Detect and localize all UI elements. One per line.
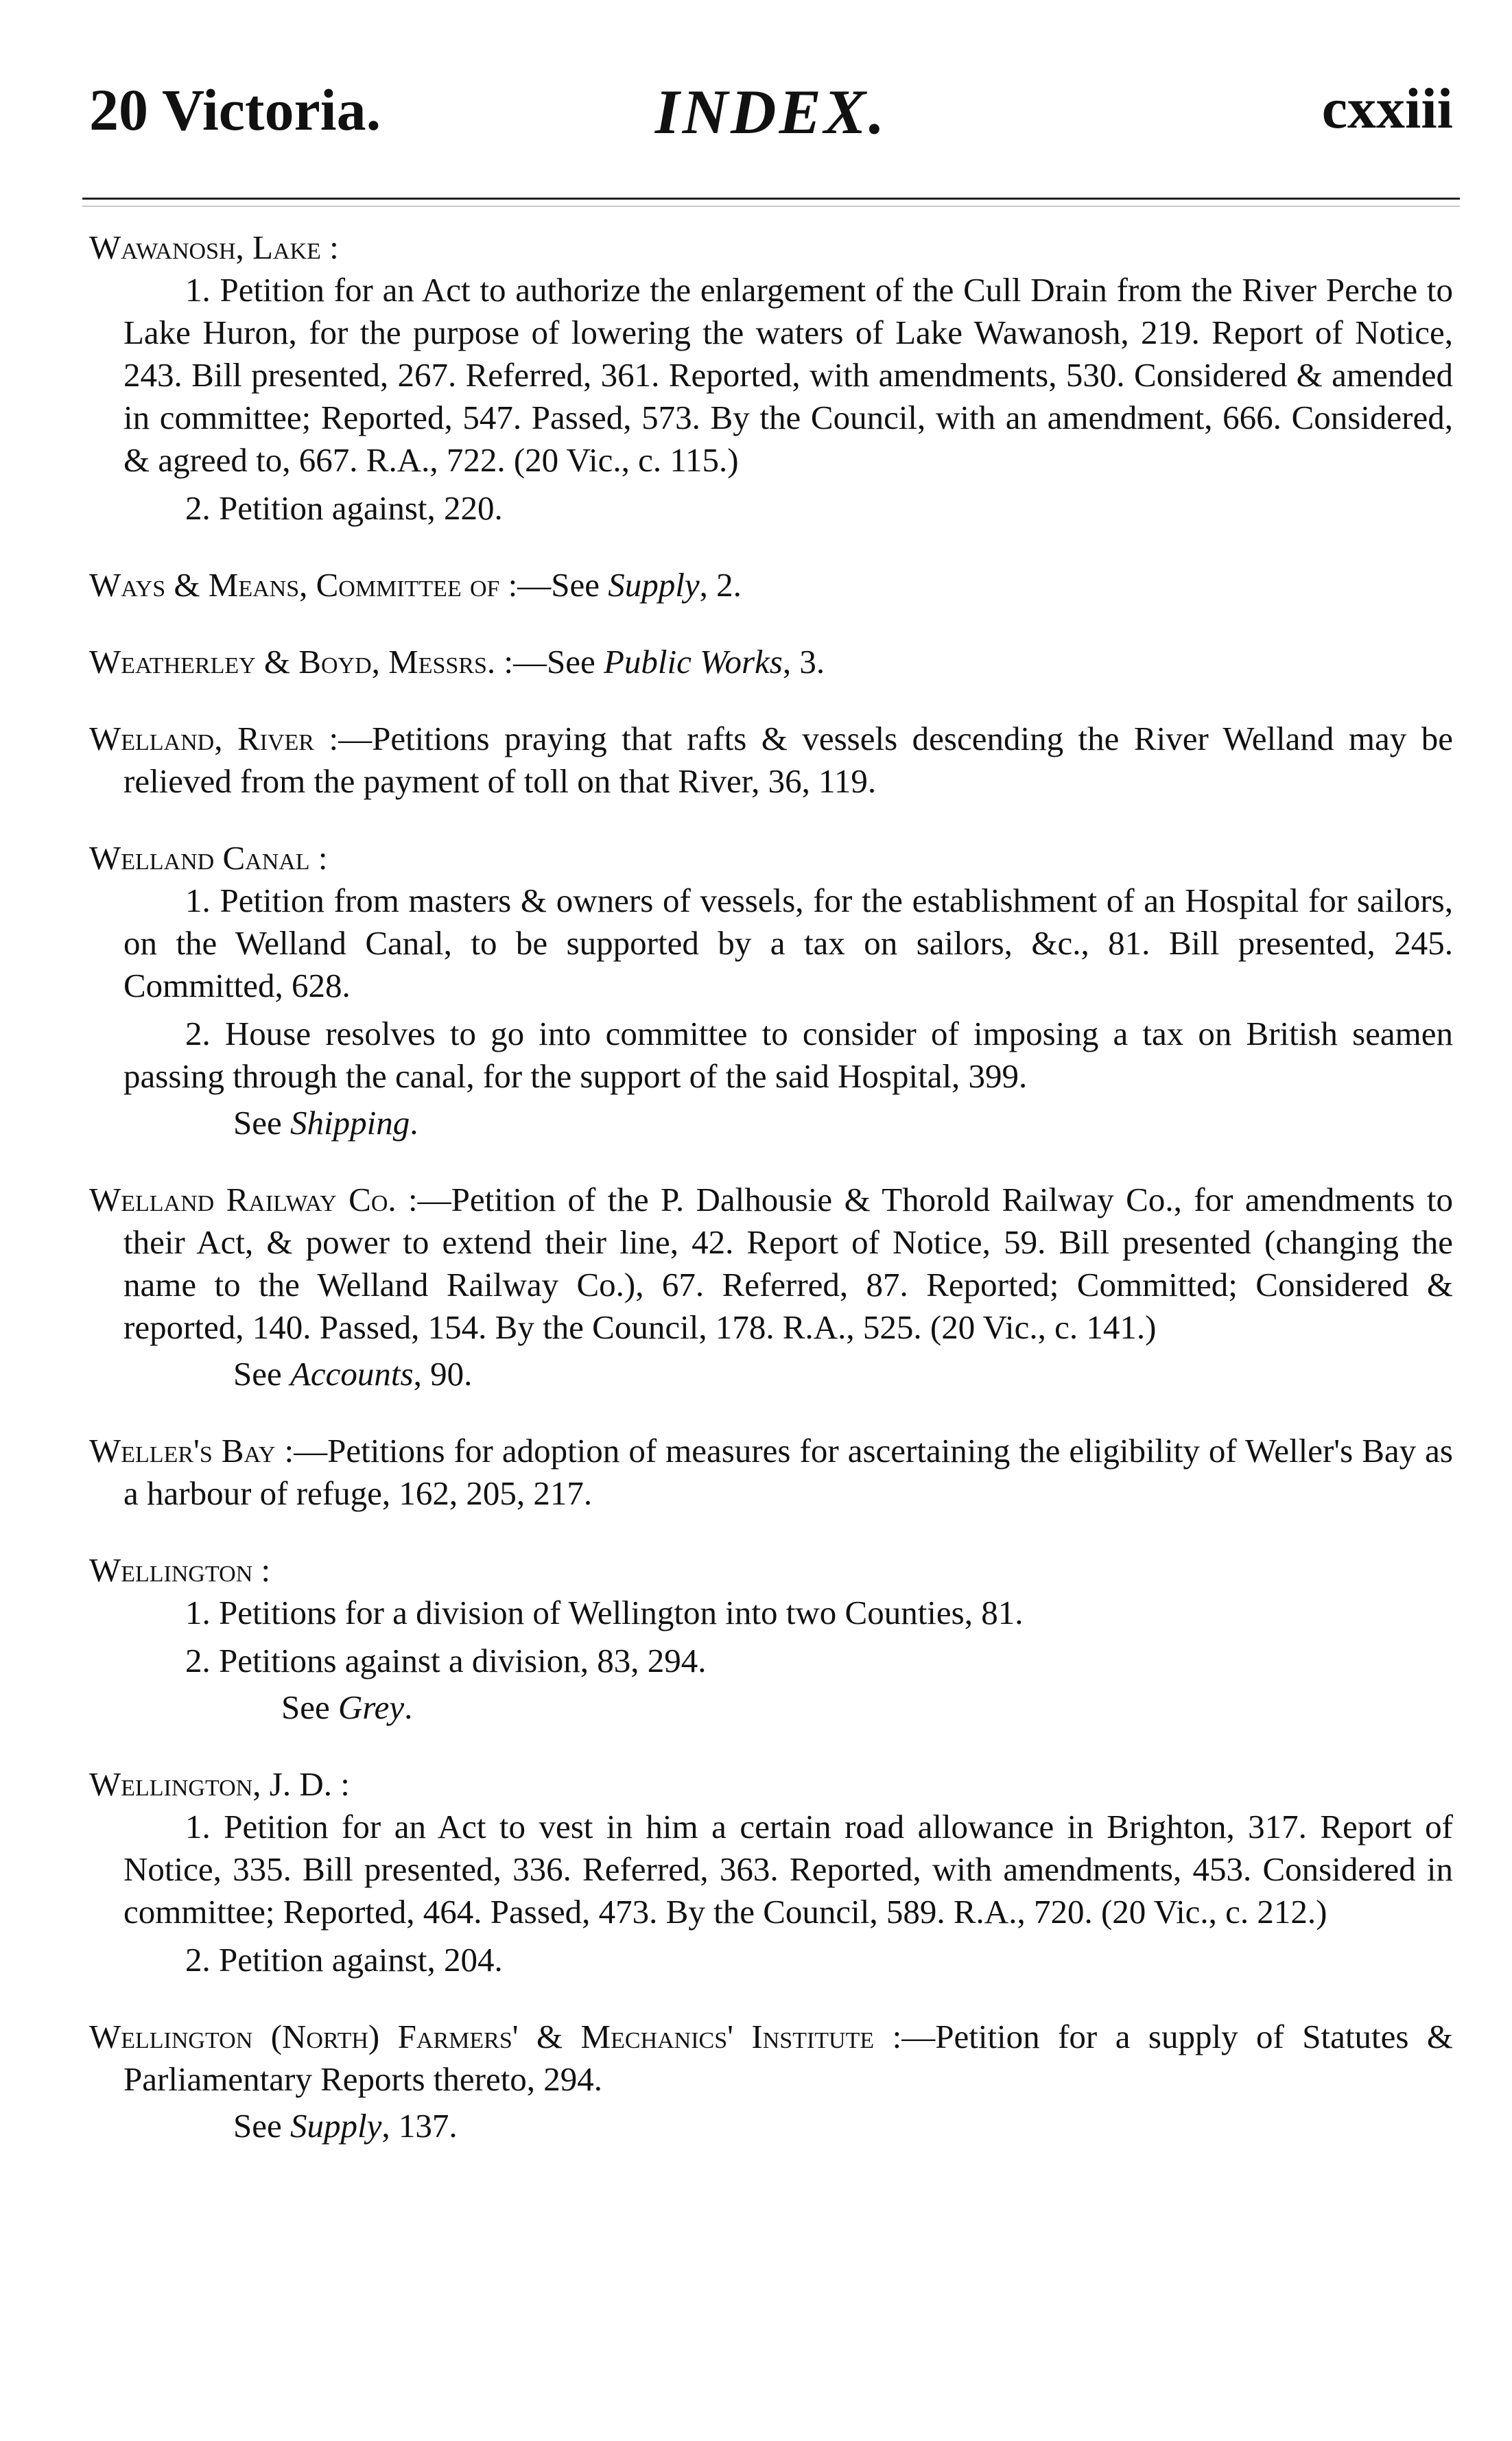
- entry-heading: Welland, River :: [89, 720, 339, 757]
- entry-item: 1. Petition from masters & owners of vessels, for the establishment of an Hospital for sailors, on the Welland Canal, to be supported by a tax on sailors, &c., 81. Bill presented, 245. Committed, 628.: [123, 882, 1453, 1004]
- see-label: See: [233, 2107, 290, 2145]
- entry-heading: Wawanosh, Lake :: [89, 228, 339, 266]
- page-header: [82, 69, 1460, 151]
- entry-heading: Welland Canal :: [89, 839, 328, 877]
- entry-item: 1. Petition for an Act to authorize the enlargement of the Cull Drain from the River Perche to Lake Huron, for the purpose of lowering the waters of Lake Wawanosh, 219. Report of Notice, 243. Bill presented, 267. Referred, 361. Reported, with amendments, 530. Considered & amended in committee; Reported, 547. Passed, 573. By the Council, with an amendment, 666. Considered, & agreed to, 667. R.A., 722. (20 Vic., c. 115.): [123, 271, 1453, 479]
- cross-reference: Supply: [290, 2107, 382, 2145]
- entry-item: 1. Petition for an Act to vest in him a certain road allowance in Brighton, 317. Report of Notice, 335. Bill presented, 336. Referred, 363. Reported, with amendments, 453. Considered in committee; Reported, 464. Passed, 473. By the Council, 589. R.A., 720. (20 Vic., c. 212.): [123, 1808, 1453, 1931]
- entry-body: [89, 1179, 1453, 1349]
- entry-wawanosh: [89, 226, 1453, 530]
- entry-item: 2. House resolves to go into committee to consider of imposing a tax on British seamen passing through the canal, for the support of the said Hospital, 399.: [123, 1015, 1453, 1095]
- header-page-number: cxxiii: [1321, 77, 1453, 141]
- entry-item: 2. Petition against, 204.: [185, 1941, 503, 1979]
- header-rule: [82, 198, 1460, 200]
- cross-reference: Supply: [608, 566, 700, 604]
- cross-reference: Grey: [338, 1688, 405, 1726]
- see-also: [89, 1353, 1453, 1395]
- cross-reference-tail: , 3.: [782, 643, 825, 681]
- entry-heading: Welland Railway Co. :: [89, 1181, 418, 1218]
- entry-text: —Petitions for adoption of measures for ascertaining the eligibility of Weller's Bay as a harbour of refuge, 162, 205, 217.: [123, 1432, 1453, 1512]
- header-session: 20 Victoria.: [89, 77, 381, 143]
- see-also: [89, 1102, 1453, 1144]
- entry-heading: Wellington (North) Farmers' & Mechanics' Institute :: [89, 2018, 902, 2055]
- entry-text: —Petition of the P. Dalhousie & Thorold Railway Co., for amendments to their Act, & power to extend their line, 42. Report of Notice, 59. Bill presented (changing the name to the Welland Railway Co.), 67. Referred, 87. Reported; Committed; Considered & reported, 140. Passed, 154. By the Council, 178. R.A., 525. (20 Vic., c. 141.): [123, 1181, 1453, 1346]
- entry-item: 2. Petition against, 220.: [185, 489, 503, 527]
- entry-welland-railway: [89, 1179, 1453, 1395]
- cross-reference: Public Works: [603, 643, 783, 681]
- entry-text: —See: [517, 566, 609, 604]
- entry-welland-canal: [89, 837, 1453, 1144]
- cross-reference-tail: .: [410, 1104, 418, 1142]
- see-also: [89, 2105, 1453, 2147]
- entry-wellers-bay: [89, 1430, 1453, 1515]
- cross-reference: Accounts: [290, 1355, 414, 1393]
- entry-text: —Petition for a supply of Statutes & Parliamentary Reports thereto, 294.: [123, 2018, 1453, 2098]
- entry-wellington-jd: [89, 1763, 1453, 1981]
- index-content: [89, 226, 1453, 2182]
- entry-ways-means: [89, 564, 1453, 606]
- entry-text: —Petitions praying that rafts & vessels descending the River Welland may be relieved from the payment of toll on that River, 36, 119.: [123, 720, 1453, 800]
- see-label: See: [281, 1688, 338, 1726]
- entry-weatherley: [89, 641, 1453, 683]
- entry-item: 1. Petitions for a division of Wellington into two Counties, 81.: [185, 1594, 1024, 1631]
- cross-reference-tail: , 90.: [413, 1355, 473, 1393]
- entry-heading: Wellington, J. D. :: [89, 1765, 350, 1803]
- cross-reference-tail: , 2.: [699, 566, 742, 604]
- see-also: [89, 1686, 1453, 1729]
- entry-wellington-north: [89, 2016, 1453, 2147]
- entry-welland-river: [89, 718, 1453, 803]
- entry-heading: Wellington :: [89, 1551, 271, 1589]
- see-label: See: [233, 1104, 290, 1142]
- cross-reference-tail: .: [404, 1688, 413, 1726]
- entry-heading: Weatherley & Boyd, Messrs. :: [89, 643, 513, 681]
- header-rule-thin: [82, 206, 1460, 207]
- cross-reference: Shipping: [290, 1104, 410, 1142]
- cross-reference-tail: , 137.: [381, 2107, 458, 2145]
- entry-text: —See: [512, 643, 604, 681]
- entry-wellington: [89, 1549, 1453, 1729]
- see-label: See: [233, 1355, 290, 1393]
- entry-item: 2. Petitions against a division, 83, 294.: [185, 1642, 707, 1679]
- entry-heading: Weller's Bay :: [89, 1432, 294, 1470]
- entry-heading: Ways & Means, Committee of :: [89, 566, 518, 604]
- header-title: INDEX.: [654, 77, 888, 147]
- entry-body: [89, 2016, 1453, 2101]
